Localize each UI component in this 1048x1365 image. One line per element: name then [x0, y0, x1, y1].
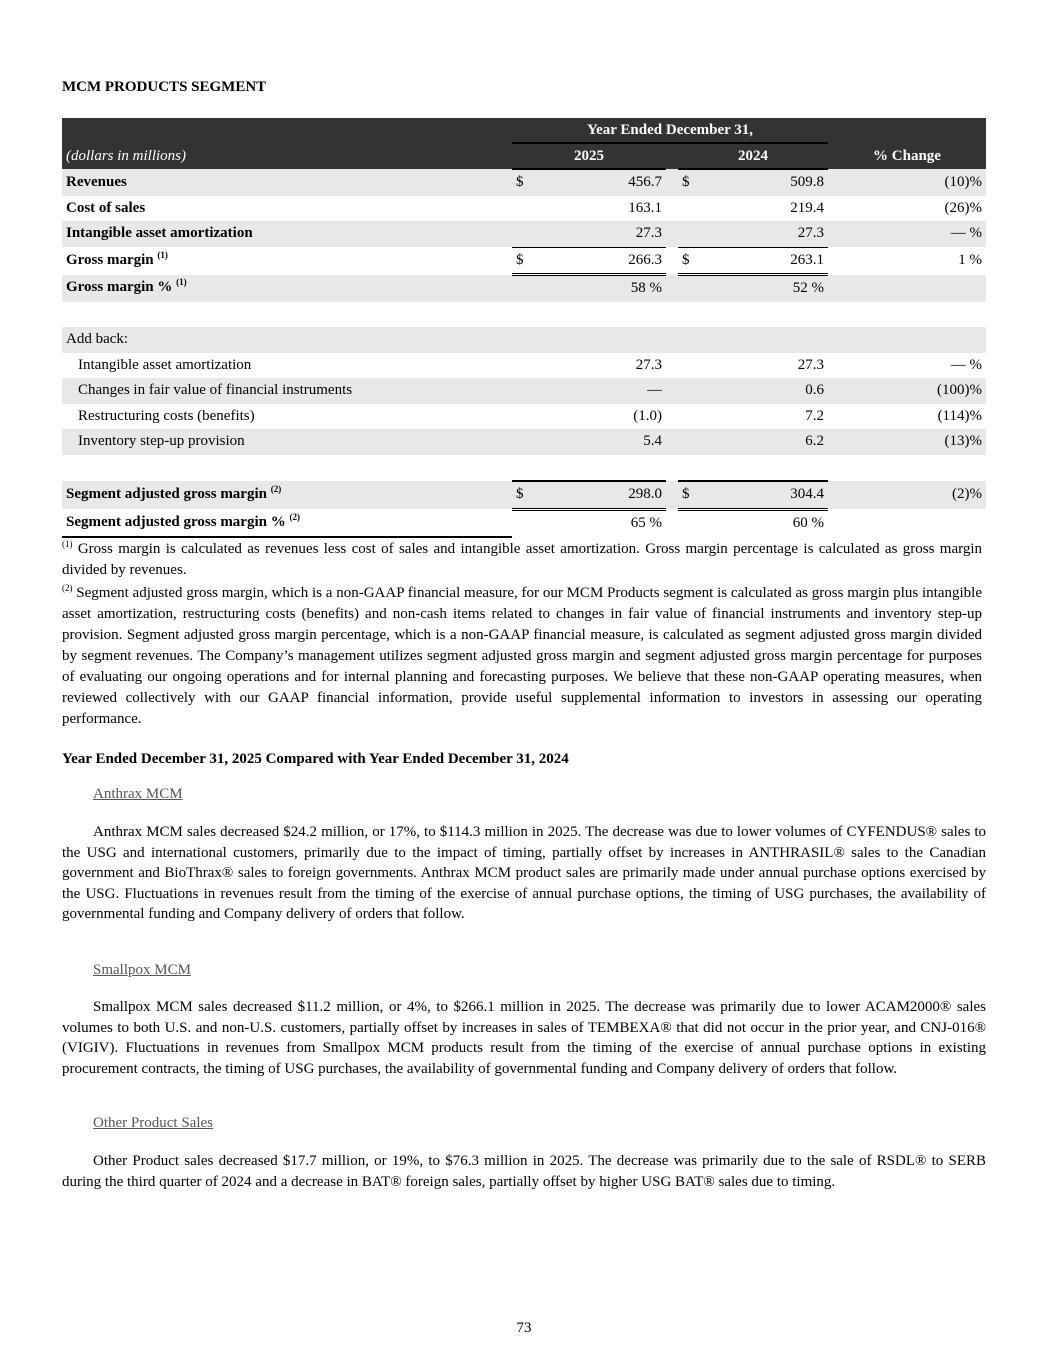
table-row [62, 327, 986, 353]
table-row [62, 196, 986, 222]
value-change: — % [828, 221, 986, 247]
footnote-divider [62, 536, 512, 538]
row-label: Intangible asset amortization [62, 221, 512, 247]
value-change: (10)% [828, 169, 986, 196]
row-label: Revenues [62, 169, 512, 196]
row-label: Segment adjusted gross margin % $^{(2)}$ [66, 511, 300, 530]
value-2024: $ 263.1 [678, 247, 828, 275]
value-2024: 60 % [792, 514, 824, 531]
row-label: Inventory step-up provision [62, 429, 512, 455]
row-label: Restructuring costs (benefits) [78, 407, 255, 424]
value-change [828, 275, 986, 302]
value-change: (13)% [828, 429, 986, 455]
footnote-1: $^{(1)}$ Gross margin is calculated as revenues less cost of sales and intangible asset amortization. Gross margin percentage is calculated as gross margin divided by revenues. [62, 539, 982, 578]
value-2024: 27.3 [797, 356, 824, 373]
page-number: 73 [516, 1320, 532, 1336]
value-change: 1 % [958, 252, 982, 268]
value-change: (26)% [944, 199, 982, 216]
row-label: Add back: [62, 327, 512, 353]
value-2025: 65 % [630, 514, 662, 531]
spacer-row [62, 455, 986, 482]
value-change: (2)% [828, 481, 986, 509]
value-change: (114)% [937, 407, 982, 424]
table-row [62, 169, 986, 196]
row-label: Segment adjusted gross margin $^{(2)}$ [62, 481, 512, 509]
table-row [62, 353, 986, 379]
currency-symbol: $ [516, 486, 524, 502]
table-row [62, 404, 986, 430]
section-title: MCM PRODUCTS SEGMENT [62, 79, 267, 95]
value-2025: $ 266.3 [512, 247, 666, 275]
value-2025: 5.4 [512, 429, 666, 455]
row-label: Changes in fair value of financial instruments [62, 378, 512, 404]
row-label: Cost of sales [66, 199, 146, 216]
value-2025: $ 456.7 [512, 169, 666, 196]
col-2024: 2024 [678, 143, 828, 169]
value-2025: — [512, 378, 666, 404]
table-row [62, 247, 986, 275]
currency-symbol: $ [682, 174, 690, 190]
value-2024: $ 304.4 [678, 481, 828, 509]
value-2025: 58 % [512, 275, 666, 302]
table-row [62, 481, 986, 509]
value-2024: 7.2 [805, 407, 824, 424]
value-change: — % [950, 356, 982, 373]
value-change: (100)% [828, 378, 986, 404]
table-row [62, 275, 986, 302]
paragraph-anthrax: Anthrax MCM sales decreased $24.2 million, or 17%, to $114.3 million in 2025. The decrease was due to lower volumes of CYFENDUS® sales to the USG and international customers, primarily due to the impact of timing, partially offset by increases in ANTHRASIL® sales to the Canadian government and BioThrax® sales to foreign governments. Anthrax MCM product sales are primarily made under annual purchase options exercised by the USG. Fluctuations in revenues result from the timing of the exercise of annual purchase options, the timing of USG purchases, the availability of governmental funding and Company delivery of orders that follow. [62, 824, 986, 922]
currency-symbol: $ [682, 251, 690, 268]
value-2025: 163.1 [628, 199, 662, 216]
units-label: (dollars in millions) [62, 143, 512, 169]
group-header: Year Ended December 31, [512, 118, 828, 143]
col-change: % Change [828, 143, 986, 169]
value-2024: 6.2 [678, 429, 828, 455]
value-change [828, 509, 986, 536]
subheading-smallpox: Smallpox MCM [93, 962, 191, 978]
paragraph-smallpox: Smallpox MCM sales decreased $11.2 million, or 4%, to $266.1 million in 2025. The decrease was primarily due to lower ACAM2000® sales volumes to both U.S. and non-U.S. customers, partially offset by increases in sales of TEMBEXA® that did not occur in the prior year, and CNJ-016® (VIGIV). Fluctuations in revenues from Smallpox MCM products result from the timing of the exercise of annual purchase options in existing procurement contracts, the timing of USG purchases, the availability of governmental funding and Company delivery of orders that follow. [62, 999, 986, 1077]
table-row [62, 221, 986, 247]
currency-symbol: $ [682, 486, 690, 502]
row-label: Gross margin % $^{(1)}$ [62, 275, 512, 302]
table-row [62, 429, 986, 455]
value-2024: $ 509.8 [678, 169, 828, 196]
value-2024: 52 % [678, 275, 828, 302]
value-2024: 0.6 [678, 378, 828, 404]
comparison-heading: Year Ended December 31, 2025 Compared with Year Ended December 31, 2024 [62, 751, 569, 767]
financial-table [62, 118, 986, 536]
col-2025: 2025 [512, 143, 666, 169]
footnote-2: $^{(2)}$ Segment adjusted gross margin, which is a non-GAAP financial measure, for our MCM Products segment is calculated as gross margin plus intangible asset amortization, restructuring costs (benefits) and non-cash items related to changes in fair value of financial instruments and inventory step-up provision. Segment adjusted gross margin percentage, which is a non-GAAP financial measure, is calculated as segment adjusted gross margin divided by segment revenues. The Company’s management utilizes segment adjusted gross margin and segment adjusted gross margin percentage for purposes of evaluating our ongoing operations and for internal planning and forecasting purposes. We believe that these non-GAAP operating measures, when reviewed collectively with our GAAP financial information, provide useful supplemental information to investors in assessing our operating performance. [62, 583, 982, 727]
value-2024: 27.3 [678, 221, 828, 247]
subheading-other: Other Product Sales [93, 1115, 213, 1131]
currency-symbol: $ [516, 251, 524, 268]
value-2025: 27.3 [635, 356, 662, 373]
table-row [62, 378, 986, 404]
value-2025: $ 298.0 [512, 481, 666, 509]
value-2025: 27.3 [512, 221, 666, 247]
row-label: Intangible asset amortization [78, 356, 252, 373]
currency-symbol: $ [516, 174, 524, 190]
paragraph-other: Other Product sales decreased $17.7 million, or 19%, to $76.3 million in 2025. The decrease was primarily due to the sale of RSDL® to SERB during the third quarter of 2024 and a decrease in BAT® foreign sales, partially offset by higher USG BAT® sales due to timing. [62, 1153, 986, 1190]
spacer-row [62, 302, 986, 328]
subheading-anthrax: Anthrax MCM [93, 786, 183, 802]
value-2025: (1.0) [633, 407, 662, 424]
table-row [62, 509, 986, 536]
row-label: Gross margin $^{(1)}$ [66, 250, 168, 268]
value-2024: 219.4 [790, 199, 824, 216]
